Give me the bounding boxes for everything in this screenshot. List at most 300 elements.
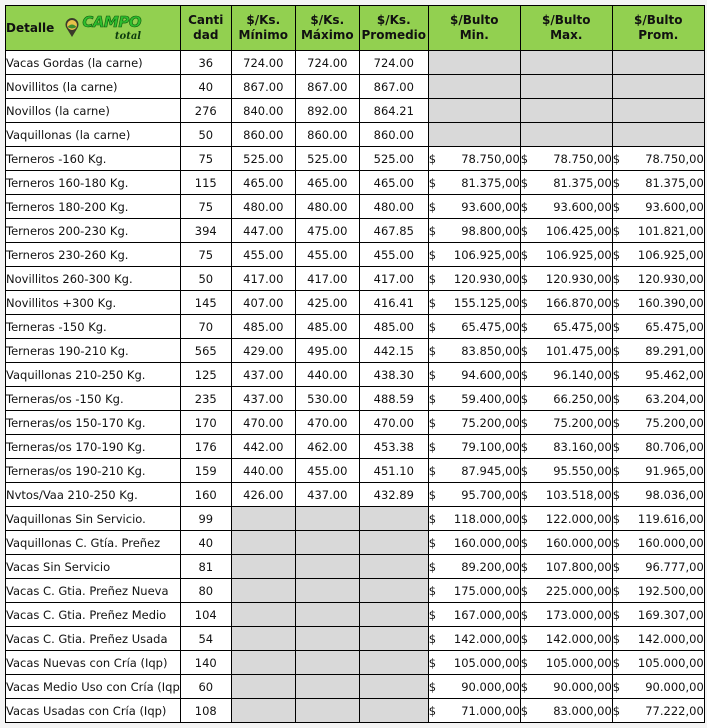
money-value: 75.200,00 <box>645 415 704 430</box>
currency-symbol: $ <box>612 607 621 622</box>
currency-symbol: $ <box>612 391 621 406</box>
logo-word: CAMPO <box>82 12 142 31</box>
cell-b-min <box>428 579 520 603</box>
money-value: 63.204,00 <box>645 391 704 406</box>
cell-cantidad: 159 <box>180 459 231 483</box>
cell-empty <box>612 75 704 99</box>
money-value: 71.000,00 <box>461 703 520 718</box>
money-cell-content <box>429 296 520 310</box>
money-value: 80.706,00 <box>645 439 704 454</box>
money-cell-content <box>429 680 520 694</box>
logo-text-stack <box>82 14 141 43</box>
cell-ks-max: 867.00 <box>295 75 359 99</box>
logo-sub: total <box>114 30 142 42</box>
money-value: 96.777,00 <box>645 559 704 574</box>
currency-symbol: $ <box>428 535 437 550</box>
money-cell-content <box>521 152 612 166</box>
cell-detalle: Vacas Nuevas con Cría (Iqp) <box>6 651 181 675</box>
currency-symbol: $ <box>520 631 529 646</box>
cell-b-max <box>520 267 612 291</box>
money-cell-content <box>613 176 704 190</box>
cell-b-min <box>428 699 520 723</box>
currency-symbol: $ <box>520 199 529 214</box>
currency-symbol: $ <box>520 559 529 574</box>
cell-cantidad: 54 <box>180 627 231 651</box>
cell-detalle: Terneras/os 170-190 Kg. <box>6 435 181 459</box>
table-row <box>6 579 705 603</box>
currency-symbol: $ <box>520 439 529 454</box>
cell-empty <box>295 651 359 675</box>
cell-cantidad: 60 <box>180 675 231 699</box>
currency-symbol: $ <box>612 679 621 694</box>
table-row <box>6 603 705 627</box>
table-row <box>6 531 705 555</box>
currency-symbol: $ <box>612 271 621 286</box>
money-cell-content <box>613 416 704 430</box>
money-value: 91.965,00 <box>645 463 704 478</box>
table-row <box>6 267 705 291</box>
money-value: 98.800,00 <box>461 223 520 238</box>
money-value: 106.925,00 <box>453 247 520 262</box>
cell-empty <box>359 579 428 603</box>
cell-b-max <box>520 363 612 387</box>
cell-b-prom <box>612 219 704 243</box>
currency-symbol: $ <box>612 439 621 454</box>
cell-cantidad: 140 <box>180 651 231 675</box>
cell-empty <box>359 531 428 555</box>
money-cell-content <box>521 680 612 694</box>
money-cell-content <box>613 224 704 238</box>
cell-b-min <box>428 627 520 651</box>
currency-symbol: $ <box>428 223 437 238</box>
table-row <box>6 435 705 459</box>
table-row <box>6 99 705 123</box>
money-value: 160.000,00 <box>453 535 520 550</box>
table-row <box>6 699 705 723</box>
header-ks-prom <box>359 6 428 51</box>
currency-symbol: $ <box>612 295 621 310</box>
table-row <box>6 315 705 339</box>
cell-ks-min: 860.00 <box>231 123 295 147</box>
money-cell-content <box>429 656 520 670</box>
cell-b-prom <box>612 147 704 171</box>
cell-ks-min: 465.00 <box>231 171 295 195</box>
cell-ks-prom: 438.30 <box>359 363 428 387</box>
table-row <box>6 195 705 219</box>
cell-b-min <box>428 315 520 339</box>
money-value: 95.550,00 <box>553 463 612 478</box>
cell-empty <box>295 579 359 603</box>
cell-b-min <box>428 291 520 315</box>
cell-cantidad: 80 <box>180 579 231 603</box>
cell-b-min <box>428 435 520 459</box>
cell-ks-prom: 416.41 <box>359 291 428 315</box>
money-value: 93.600,00 <box>553 199 612 214</box>
cell-b-prom <box>612 291 704 315</box>
cell-cantidad: 394 <box>180 219 231 243</box>
currency-symbol: $ <box>612 463 621 478</box>
cell-b-max <box>520 243 612 267</box>
cell-detalle: Nvtos/Vaa 210-250 Kg. <box>6 483 181 507</box>
money-value: 105.000,00 <box>453 655 520 670</box>
money-cell-content <box>429 416 520 430</box>
cell-empty <box>612 123 704 147</box>
cell-detalle: Terneras/os 150-170 Kg. <box>6 411 181 435</box>
cell-cantidad: 50 <box>180 267 231 291</box>
cell-b-prom <box>612 699 704 723</box>
money-value: 160.390,00 <box>637 295 704 310</box>
header-detalle <box>6 6 181 51</box>
money-cell-content <box>521 632 612 646</box>
cell-empty <box>231 555 295 579</box>
cell-empty <box>520 123 612 147</box>
header-ks-max <box>295 6 359 51</box>
currency-symbol: $ <box>612 151 621 166</box>
table-row <box>6 363 705 387</box>
money-cell-content <box>429 464 520 478</box>
header-ks-prom-line1: $/Ks. <box>376 13 411 27</box>
table-row <box>6 123 705 147</box>
cell-ks-max: 525.00 <box>295 147 359 171</box>
money-value: 77.222,00 <box>645 703 704 718</box>
cell-b-prom <box>612 195 704 219</box>
cell-cantidad: 235 <box>180 387 231 411</box>
cell-cantidad: 125 <box>180 363 231 387</box>
cell-ks-max: 485.00 <box>295 315 359 339</box>
cell-ks-max: 480.00 <box>295 195 359 219</box>
cell-empty <box>612 99 704 123</box>
cell-detalle: Terneras 190-210 Kg. <box>6 339 181 363</box>
cell-cantidad: 75 <box>180 195 231 219</box>
cell-cantidad: 115 <box>180 171 231 195</box>
money-value: 65.475,00 <box>461 319 520 334</box>
money-cell-content <box>521 368 612 382</box>
header-bulto-min-line2: Min. <box>459 28 489 42</box>
cell-b-prom <box>612 315 704 339</box>
money-value: 119.616,00 <box>637 511 704 526</box>
cell-ks-prom: 488.59 <box>359 387 428 411</box>
header-bulto-prom-line1: $/Bulto <box>634 13 683 27</box>
cell-cantidad: 176 <box>180 435 231 459</box>
cell-ks-prom: 465.00 <box>359 171 428 195</box>
money-value: 75.200,00 <box>461 415 520 430</box>
header-detalle-label: Detalle <box>6 20 55 35</box>
cell-detalle: Novillitos +300 Kg. <box>6 291 181 315</box>
cell-empty <box>359 603 428 627</box>
cell-b-prom <box>612 651 704 675</box>
cell-b-prom <box>612 555 704 579</box>
currency-symbol: $ <box>520 295 529 310</box>
money-value: 89.200,00 <box>461 559 520 574</box>
cell-ks-min: 470.00 <box>231 411 295 435</box>
currency-symbol: $ <box>520 655 529 670</box>
cell-b-prom <box>612 459 704 483</box>
cell-cantidad: 108 <box>180 699 231 723</box>
money-cell-content <box>613 152 704 166</box>
header-bulto-prom-line2: Prom. <box>638 28 679 42</box>
money-value: 192.500,00 <box>637 583 704 598</box>
table-row <box>6 411 705 435</box>
cell-cantidad: 36 <box>180 51 231 75</box>
money-value: 175.000,00 <box>453 583 520 598</box>
currency-symbol: $ <box>520 151 529 166</box>
cell-b-max <box>520 579 612 603</box>
cell-b-prom <box>612 387 704 411</box>
cell-ks-prom: 485.00 <box>359 315 428 339</box>
table-row <box>6 147 705 171</box>
cell-ks-prom: 864.21 <box>359 99 428 123</box>
table-row <box>6 387 705 411</box>
money-cell-content <box>521 440 612 454</box>
currency-symbol: $ <box>612 223 621 238</box>
cell-empty <box>231 507 295 531</box>
currency-symbol: $ <box>428 679 437 694</box>
header-bulto-max-line2: Max. <box>550 28 583 42</box>
cell-b-max <box>520 411 612 435</box>
money-value: 166.870,00 <box>545 295 612 310</box>
currency-symbol: $ <box>520 487 529 502</box>
cell-ks-max: 462.00 <box>295 435 359 459</box>
cell-b-prom <box>612 603 704 627</box>
money-cell-content <box>613 680 704 694</box>
table-row <box>6 75 705 99</box>
cell-ks-max: 470.00 <box>295 411 359 435</box>
currency-symbol: $ <box>428 487 437 502</box>
money-cell-content <box>429 488 520 502</box>
money-cell-content <box>613 272 704 286</box>
table-row <box>6 219 705 243</box>
cell-b-min <box>428 555 520 579</box>
cell-cantidad: 160 <box>180 483 231 507</box>
cell-cantidad: 145 <box>180 291 231 315</box>
cell-empty <box>520 75 612 99</box>
money-cell-content <box>429 584 520 598</box>
cell-empty <box>295 627 359 651</box>
cell-detalle: Vaquillonas (la carne) <box>6 123 181 147</box>
cell-ks-prom: 525.00 <box>359 147 428 171</box>
cell-ks-max: 455.00 <box>295 459 359 483</box>
money-cell-content <box>429 632 520 646</box>
currency-symbol: $ <box>612 631 621 646</box>
money-value: 59.400,00 <box>461 391 520 406</box>
currency-symbol: $ <box>520 607 529 622</box>
cell-b-min <box>428 651 520 675</box>
cell-b-min <box>428 411 520 435</box>
cell-ks-min: 442.00 <box>231 435 295 459</box>
cell-ks-prom: 467.85 <box>359 219 428 243</box>
cell-empty <box>231 531 295 555</box>
currency-symbol: $ <box>428 463 437 478</box>
currency-symbol: $ <box>612 319 621 334</box>
currency-symbol: $ <box>428 439 437 454</box>
money-value: 96.140,00 <box>553 367 612 382</box>
table-row <box>6 171 705 195</box>
money-cell-content <box>613 200 704 214</box>
cell-b-prom <box>612 339 704 363</box>
cell-b-prom <box>612 267 704 291</box>
header-bulto-max-line1: $/Bulto <box>542 13 591 27</box>
currency-symbol: $ <box>428 319 437 334</box>
cell-ks-prom: 453.38 <box>359 435 428 459</box>
cell-empty <box>231 603 295 627</box>
header-cantidad-line2: dad <box>193 28 219 42</box>
cell-ks-min: 437.00 <box>231 363 295 387</box>
cell-b-max <box>520 315 612 339</box>
currency-symbol: $ <box>520 679 529 694</box>
cell-b-max <box>520 459 612 483</box>
cell-detalle: Terneras/os 190-210 Kg. <box>6 459 181 483</box>
currency-symbol: $ <box>520 247 529 262</box>
cell-empty <box>520 51 612 75</box>
header-cantidad-line1: Canti <box>188 13 224 27</box>
cell-ks-min: 429.00 <box>231 339 295 363</box>
cell-ks-min: 867.00 <box>231 75 295 99</box>
money-cell-content <box>521 536 612 550</box>
money-cell-content <box>429 176 520 190</box>
cell-ks-min: 724.00 <box>231 51 295 75</box>
cell-empty <box>295 507 359 531</box>
cell-ks-min: 447.00 <box>231 219 295 243</box>
money-cell-content <box>521 224 612 238</box>
money-value: 160.000,00 <box>637 535 704 550</box>
currency-symbol: $ <box>428 295 437 310</box>
money-cell-content <box>429 392 520 406</box>
money-value: 225.000,00 <box>545 583 612 598</box>
cell-empty <box>359 555 428 579</box>
cell-empty <box>428 123 520 147</box>
money-value: 93.600,00 <box>461 199 520 214</box>
currency-symbol: $ <box>428 607 437 622</box>
cell-cantidad: 75 <box>180 147 231 171</box>
cell-b-min <box>428 603 520 627</box>
money-cell-content <box>613 440 704 454</box>
money-value: 120.930,00 <box>637 271 704 286</box>
money-value: 120.930,00 <box>453 271 520 286</box>
money-cell-content <box>613 368 704 382</box>
cell-detalle: Terneras/os -150 Kg. <box>6 387 181 411</box>
money-value: 118.000,00 <box>453 511 520 526</box>
cell-b-min <box>428 459 520 483</box>
header-ks-max-line2: Máximo <box>300 28 354 42</box>
cell-empty <box>359 651 428 675</box>
header-ks-min-line1: $/Ks. <box>246 13 281 27</box>
money-cell-content <box>521 488 612 502</box>
money-cell-content <box>521 200 612 214</box>
table-row <box>6 291 705 315</box>
cell-detalle: Novillos (la carne) <box>6 99 181 123</box>
currency-symbol: $ <box>612 367 621 382</box>
cell-b-min <box>428 267 520 291</box>
currency-symbol: $ <box>612 175 621 190</box>
cell-b-max <box>520 291 612 315</box>
cell-detalle: Vacas Gordas (la carne) <box>6 51 181 75</box>
currency-symbol: $ <box>520 223 529 238</box>
cell-ks-max: 440.00 <box>295 363 359 387</box>
header-bulto-prom <box>612 6 704 51</box>
money-value: 101.821,00 <box>637 223 704 238</box>
cell-b-max <box>520 699 612 723</box>
cell-empty <box>520 99 612 123</box>
cell-b-max <box>520 195 612 219</box>
money-value: 81.375,00 <box>553 175 612 190</box>
table-row <box>6 507 705 531</box>
cell-ks-max: 465.00 <box>295 171 359 195</box>
cell-ks-prom: 724.00 <box>359 51 428 75</box>
cell-detalle: Terneros 230-260 Kg. <box>6 243 181 267</box>
money-cell-content <box>521 392 612 406</box>
money-cell-content <box>429 200 520 214</box>
money-cell-content <box>613 608 704 622</box>
cell-b-max <box>520 555 612 579</box>
header-cantidad <box>180 6 231 51</box>
currency-symbol: $ <box>520 343 529 358</box>
cell-b-min <box>428 675 520 699</box>
cell-b-prom <box>612 243 704 267</box>
cell-b-prom <box>612 579 704 603</box>
cell-ks-prom: 860.00 <box>359 123 428 147</box>
table-row <box>6 627 705 651</box>
money-cell-content <box>429 368 520 382</box>
header-ks-prom-line2: Promedio <box>361 28 427 42</box>
money-cell-content <box>429 608 520 622</box>
table-row <box>6 555 705 579</box>
money-value: 79.100,00 <box>461 439 520 454</box>
currency-symbol: $ <box>612 415 621 430</box>
money-cell-content <box>521 608 612 622</box>
cell-b-max <box>520 531 612 555</box>
cell-detalle: Terneros 160-180 Kg. <box>6 171 181 195</box>
currency-symbol: $ <box>612 247 621 262</box>
cell-b-min <box>428 387 520 411</box>
cell-cantidad: 81 <box>180 555 231 579</box>
money-cell-content <box>429 248 520 262</box>
money-cell-content <box>521 176 612 190</box>
cell-cantidad: 104 <box>180 603 231 627</box>
money-value: 65.475,00 <box>553 319 612 334</box>
header-ks-max-line1: $/Ks. <box>310 13 345 27</box>
currency-symbol: $ <box>428 703 437 718</box>
header-row <box>6 6 705 51</box>
money-value: 90.000,00 <box>645 679 704 694</box>
currency-symbol: $ <box>520 319 529 334</box>
cell-b-min <box>428 339 520 363</box>
money-value: 169.307,00 <box>637 607 704 622</box>
money-cell-content <box>521 320 612 334</box>
cell-b-prom <box>612 675 704 699</box>
money-cell-content <box>521 464 612 478</box>
cell-b-max <box>520 387 612 411</box>
money-cell-content <box>429 320 520 334</box>
cell-b-prom <box>612 435 704 459</box>
table-body <box>6 51 705 723</box>
cell-ks-max: 860.00 <box>295 123 359 147</box>
cell-b-max <box>520 147 612 171</box>
cell-ks-prom: 432.89 <box>359 483 428 507</box>
cell-empty <box>295 531 359 555</box>
cell-b-max <box>520 171 612 195</box>
header-bulto-min <box>428 6 520 51</box>
header-detalle-wrap <box>6 8 180 48</box>
cell-b-prom <box>612 627 704 651</box>
currency-symbol: $ <box>612 559 621 574</box>
currency-symbol: $ <box>612 343 621 358</box>
cell-empty <box>428 75 520 99</box>
cell-ks-prom: 442.15 <box>359 339 428 363</box>
cell-b-min <box>428 483 520 507</box>
cell-empty <box>231 627 295 651</box>
cell-b-max <box>520 627 612 651</box>
money-value: 105.000,00 <box>545 655 612 670</box>
